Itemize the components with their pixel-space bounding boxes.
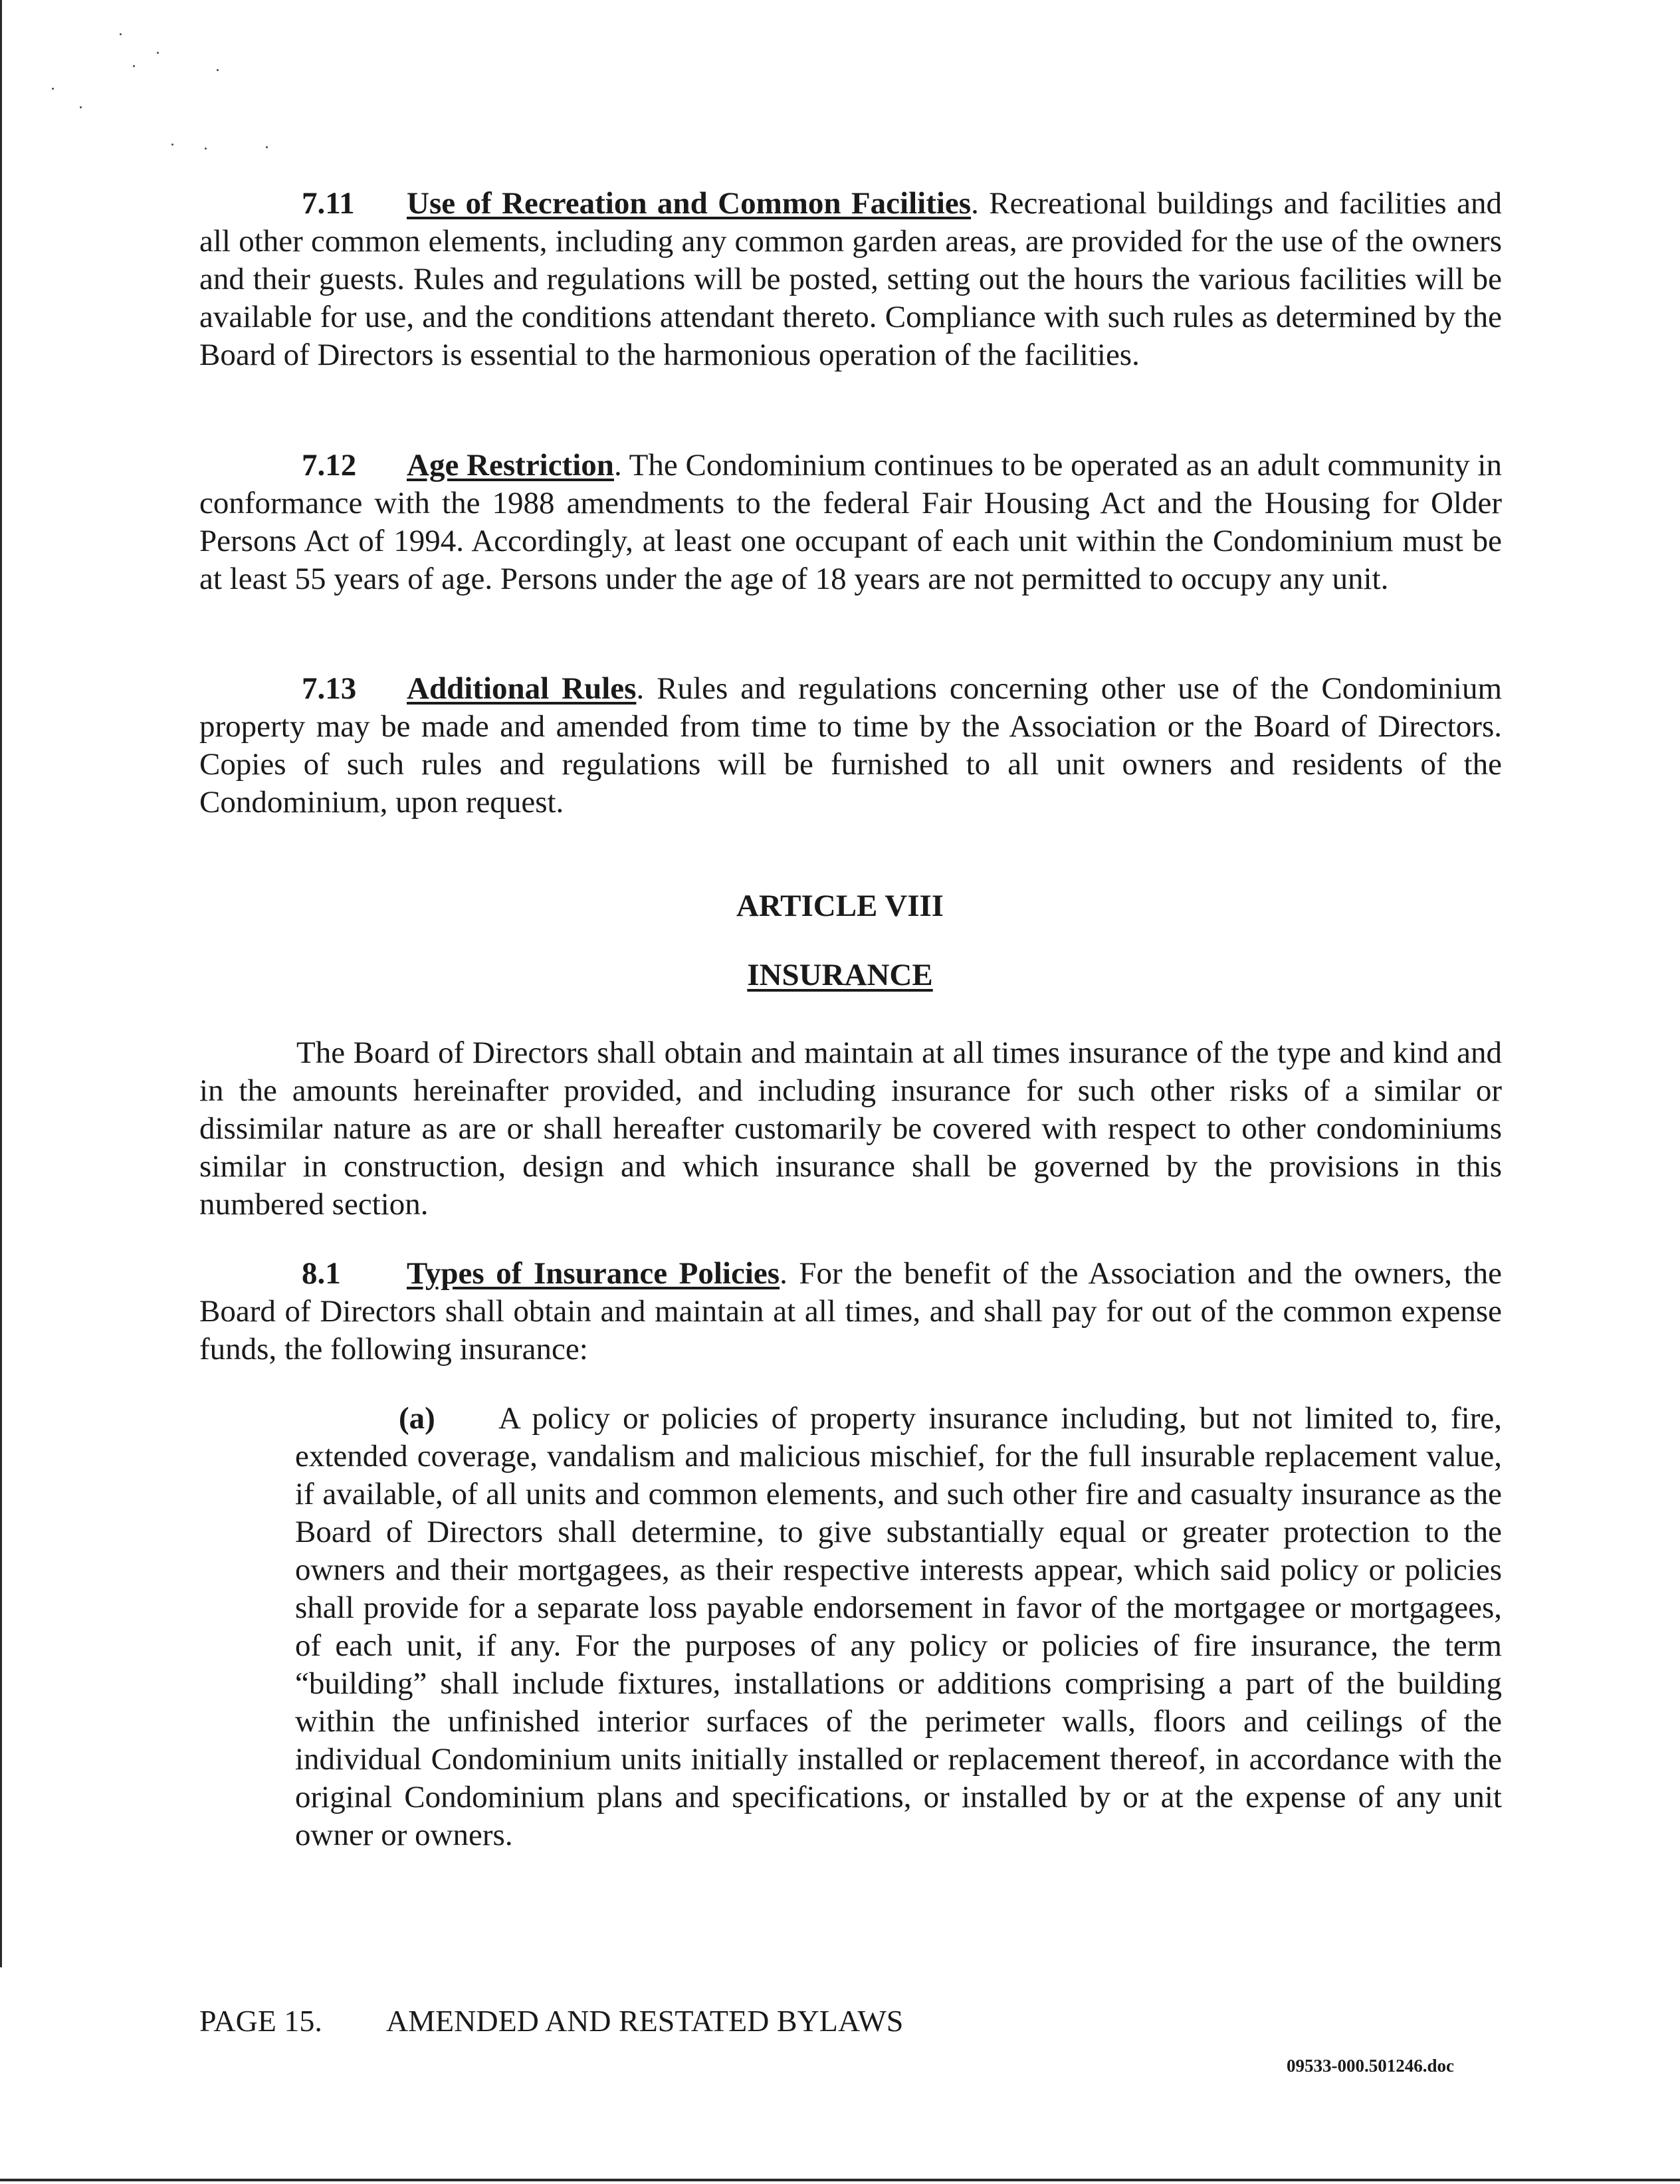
section-8-1-a <box>295 1400 1502 1854</box>
section-7-11-text: . Recreational buildings and facilities and all other common elements, including any common garden areas, are provided for the use of the owners and their guests. Rules and regulations will be posted, setting out the hours the various facilities will be available for use, and the conditions attendant thereto. Compliance with such rules as determined by the Board of Directors is essential to the harmonious operation of the facilities. <box>199 186 1502 372</box>
section-7-11-number: 7.11 <box>302 186 355 221</box>
article-intro <box>199 1034 1502 1224</box>
article-title-text: INSURANCE <box>747 958 933 992</box>
section-7-13-text: . Rules and regulations concerning other use of the Condominium property may be made and amended from time to time by the Association or the Board of Directors. Copies of such rules and regulations will be furnished to all unit owners and residents of the Condominium, upon request. <box>199 671 1502 819</box>
page-footer <box>199 2003 903 2038</box>
scan-speck <box>157 52 159 54</box>
scan-bottom-edge <box>0 2179 1680 2181</box>
section-7-12 <box>199 447 1502 598</box>
scan-speck <box>266 146 268 148</box>
scan-speck <box>171 144 173 146</box>
scan-speck <box>52 88 54 90</box>
scan-speck <box>217 69 219 71</box>
section-7-12-title: Age Restriction <box>407 448 614 483</box>
section-7-11 <box>199 185 1502 374</box>
scan-speck <box>133 65 135 67</box>
section-7-13-title: Additional Rules <box>407 671 637 706</box>
section-8-1-a-label: (a) <box>399 1401 435 1436</box>
article-title <box>0 957 1680 993</box>
section-8-1-a-text: A policy or policies of property insurance including, but not limited to, fire, extended coverage, vandalism and malicious mischief, for the full insurable replacement value, if available, of all units and common elements, and such other fire and casualty insurance as the Board of Directors shall determine, to give substantially equal or greater protection to the owners and their mortgagees, as their respective interests appear, which said policy or policies shall provide for a separate loss payable endorsement in favor of the mortgagee or mortgagees, of each unit, if any. For the purposes of any policy or policies of fire insurance, the term “building” shall include fixtures, installations or additions comprising a part of the building within the unfinished interior surfaces of the perimeter walls, floors and ceilings of the individual Condominium units initially installed or replacement thereof, in accordance with the original Condominium plans and specifications, or installed by or at the expense of any unit owner or owners. <box>295 1401 1502 1852</box>
section-7-12-number: 7.12 <box>302 448 357 483</box>
section-8-1 <box>199 1255 1502 1368</box>
scan-speck <box>120 33 122 35</box>
scan-speck <box>80 106 82 108</box>
section-7-11-title: Use of Recreation and Common Facilities <box>407 186 972 221</box>
article-intro-text: The Board of Directors shall obtain and maintain at all times insurance of the type and kind and in the amounts hereinafter provided, and including insurance for such other risks of a similar or dissimilar nature as are or shall hereafter customarily be covered with respect to other condominiums similar in construction, design and which insurance shall be governed by the provisions in this numbered section. <box>199 1036 1502 1222</box>
section-7-13 <box>199 670 1502 821</box>
section-7-12-text: . The Condominium continues to be operated as an adult community in conformance with the 1988 amendments to the federal Fair Housing Act and the Housing for Older Persons Act of 1994. Accordingly, at least one occupant of each unit within the Condominium must be at least 55 years of age. Persons under the age of 18 years are not permitted to occupy any unit. <box>199 448 1502 596</box>
footer-page-number: PAGE 15. <box>199 2004 322 2038</box>
section-8-1-number: 8.1 <box>302 1256 341 1291</box>
article-number: ARTICLE VIII <box>736 889 944 923</box>
scan-speck <box>205 148 207 150</box>
section-8-1-text: . For the benefit of the Association and the owners, the Board of Directors shall obtain and maintain at all times, and shall pay for out of the common expense funds, the following insurance: <box>199 1256 1503 1366</box>
section-7-13-number: 7.13 <box>302 671 357 706</box>
section-8-1-title: Types of Insurance Policies <box>407 1256 780 1291</box>
footer-doc-id: 09533-000.501246.doc <box>1287 2056 1454 2076</box>
footer-doc-title: AMENDED AND RESTATED BYLAWS <box>385 2004 904 2038</box>
